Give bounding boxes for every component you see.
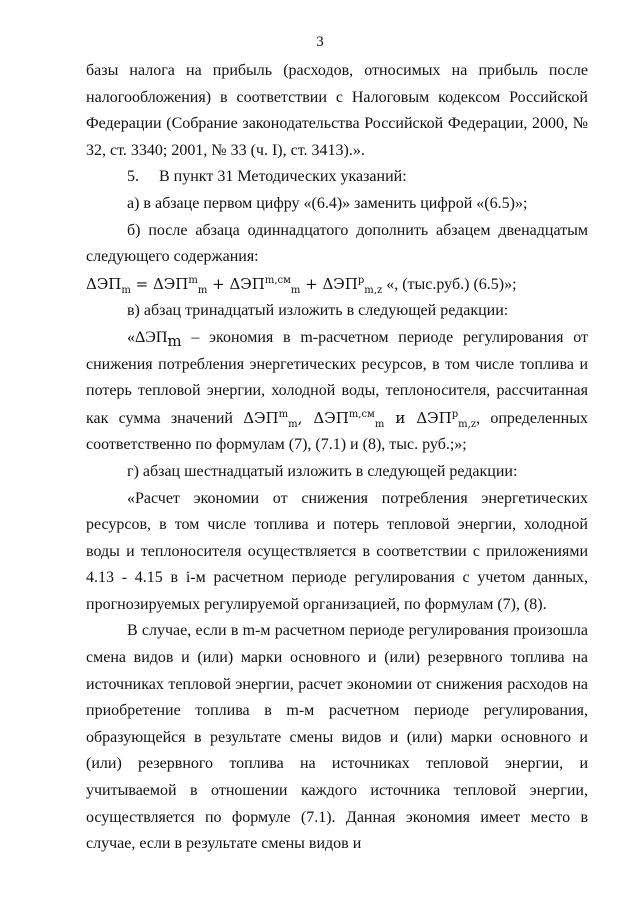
formula-tail: «, (тыс.руб.) (6.5)»;: [382, 275, 517, 293]
economy-definition-text: – экономия в m-расчетном периоде регулирования от снижения потребления энергетических ресурсов, в том числе топлива и потерь тепловой энергии, холодной воды, теплоносителя, рассчитанная как сумма значений: [86, 328, 588, 427]
paragraph-item-g: г) абзац шестнадцатый изложить в следующей редакции:: [127, 462, 518, 480]
paragraph-tax-base: базы налога на прибыль (расходов, относимых на прибыль после налогообложения) в соответствии с Налоговым кодексом Российской Федерации (Собрание законодательства Российской Федерации, 2000, № 32, ст. 3340; 2001, № 33 (ч. I), ст. 3413).».: [86, 62, 588, 159]
page-number: 3: [316, 34, 324, 50]
paragraph-economy-calculation: «Расчет экономии от снижения потребления энергетических ресурсов, в том числе топлива и потерь тепловой энергии, холодной воды и теплоносителя осуществляется в соответствии с приложениями 4.13 - 4.15 в i-м расчетном периоде регулирования с учетом данных, прогнозируемых регулируемой организацией, по формулам (7), (8).: [86, 489, 588, 613]
paragraph-fuel-change: В случае, если в m-м расчетном периоде регулирования произошла смена видов и (или) марки основного и (или) резервного топлива на источниках тепловой энергии, расчет экономии от снижения расходов на приобретение топлива в m-м расчетном периоде регулирования, образующейся в результате смены видов и (или) марки основного и (или) резервного топлива на источниках тепловой энергии, и учитываемой в отношении каждого источника тепловой энергии, осуществляется по формуле (7.1). Данная экономия имеет место в случае, если в результате смены видов и: [86, 622, 588, 853]
document-body: [86, 58, 588, 858]
formula-expression: $\Delta ЭП_m = \Delta ЭП^m_m + \Delta ЭП^{m,см}_m + \Delta ЭП^p_{m,z}$: [86, 274, 383, 296]
economy-symbol: «ΔЭП: [127, 328, 168, 346]
formula-line: [86, 271, 588, 299]
economy-components: $\Delta ЭП^m_m$, $\Delta ЭП^{m,см}_m$ и $\Delta ЭП^p_{m,z}$: [243, 408, 477, 430]
paragraph-economy-definition: «$\Delta ЭП_m$ – экономия в m-расчетном периоде регулирования от снижения потребления энергетических ресурсов, в том числе топлива и потерь тепловой энергии, холодной воды, теплоносителя, рассчитанная как сумма значений $\Delta ЭП^m_m$, $\Delta ЭП^{m,см}_m$ и $\Delta ЭП^p_{m,z}$, определенных соответственно по формулам (7), (7.1) и (8), тыс. руб.;»;: [86, 328, 588, 454]
paragraph-item-v: в) абзац тринадцатый изложить в следующей редакции:: [127, 302, 509, 320]
paragraph-item-a: а) в абзаце первом цифру «(6.4)» заменить цифрой «(6.5)»;: [127, 194, 528, 212]
paragraph-item-5: 5. В пункт 31 Методических указаний:: [127, 168, 407, 186]
paragraph-item-b: б) после абзаца одиннадцатого дополнить абзацем двенадцатым следующего содержания:: [86, 221, 588, 266]
economy-definition-tail: , определенных соответственно по формулам (7), (7.1) и (8), тыс. руб.;»;: [86, 409, 588, 454]
